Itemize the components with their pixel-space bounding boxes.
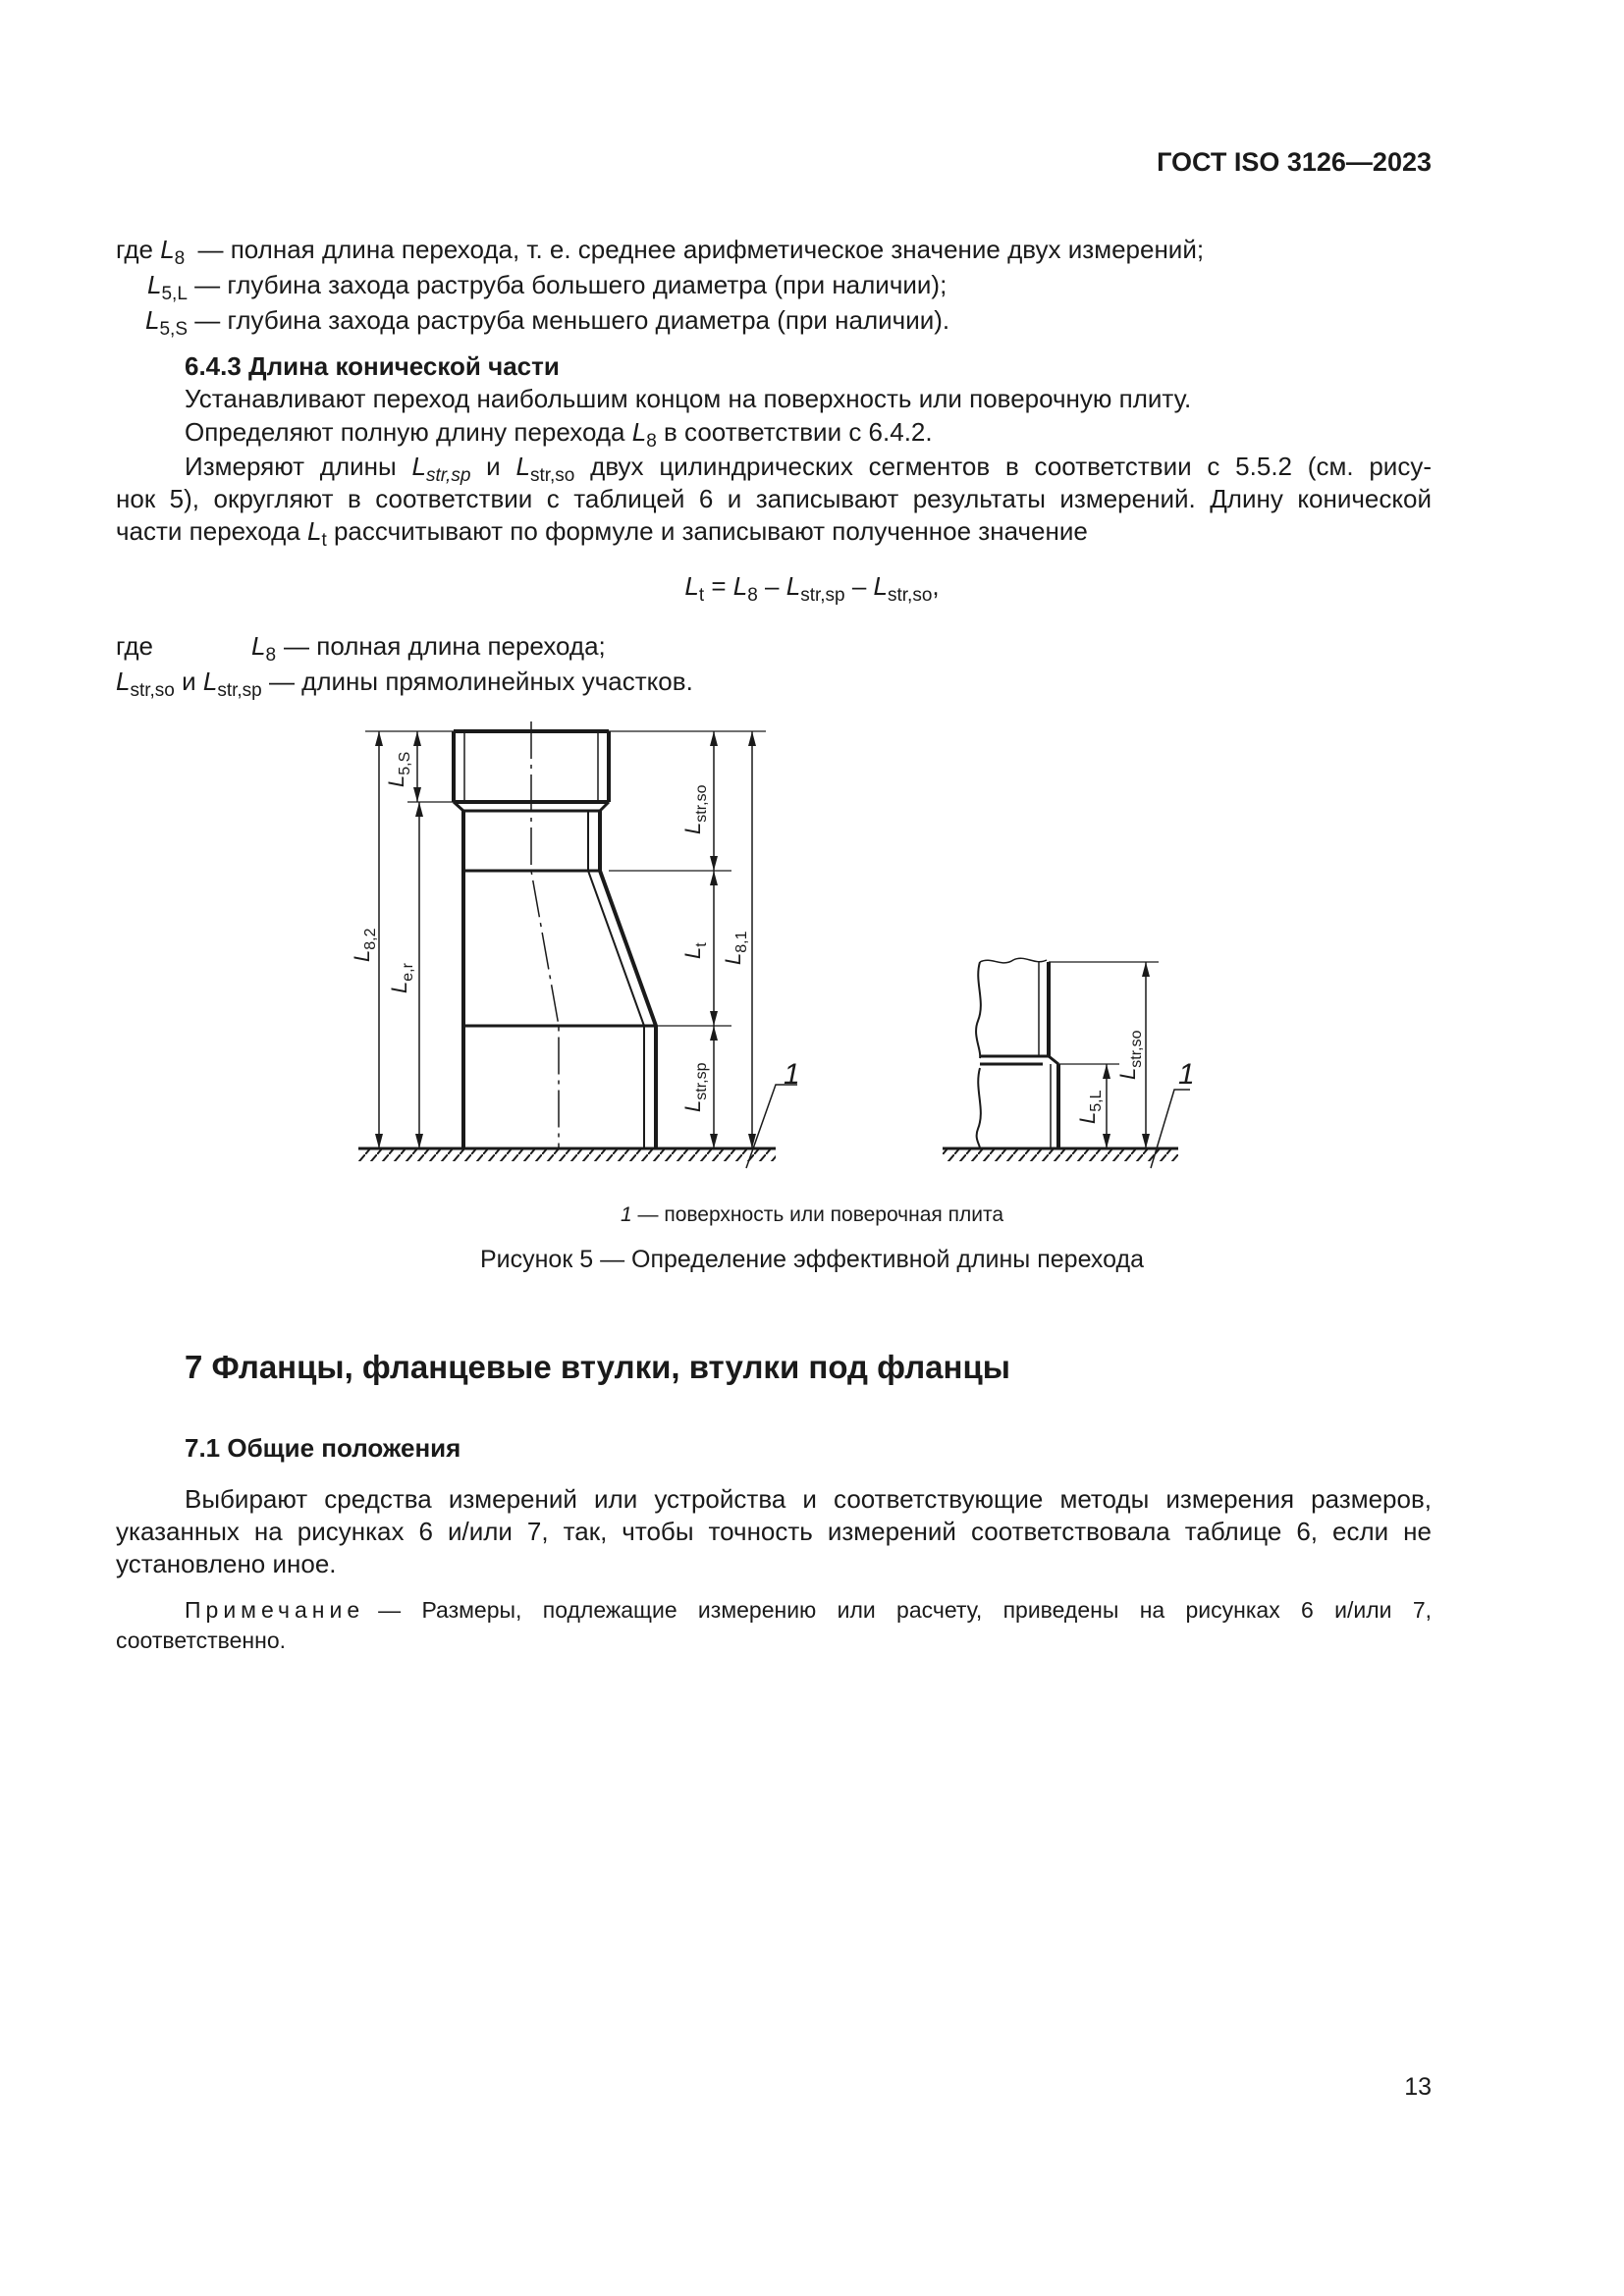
section-643-p3-line1: Измеряют длины $L_{str,sp}$ и $L_{str,so}$ двух цилиндрических сегментов в соответствии с 5.5.2 (см. рису-: [185, 452, 1432, 486]
page-number: 13: [1404, 2073, 1432, 2101]
symbol-l8: $L_8$: [160, 235, 186, 269]
section-643-p3-line3: части перехода $L_t$ рассчитывают по формуле и записывают полученное значение: [116, 516, 1088, 551]
l8-definition: — полная длина перехода, т. е. среднее арифметическое значение двух измерений;: [197, 235, 1205, 264]
label-lstrso-right: $L_{str,so}$: [1115, 1030, 1145, 1080]
section-71-p1-line2: указанных на рисунках 6 и/или 7, так, чтобы точность измерений соответствовала таблице 6, если не: [116, 1517, 1432, 1546]
label-l5s: $L_{5,S}$: [384, 751, 413, 787]
section-643-p3-line2: нок 5), округляют в соответствии с таблицей 6 и записывают результаты измерений. Длину конической: [116, 484, 1432, 513]
figure-caption: Рисунок 5 — Определение эффективной длины перехода: [479, 1246, 1144, 1273]
note-label: Примечание: [185, 1597, 365, 1623]
label-l81: $L_{8,1}$: [721, 931, 750, 965]
label-lstrsp: $L_{str,sp}$: [680, 1062, 710, 1112]
section-643-p1: Устанавливают переход наибольшим концом на поверхность или поверочную плиту.: [185, 384, 1192, 413]
label-lstrso-left: $L_{str,so}$: [680, 784, 710, 834]
formula-lt: $L_t = L_8 - L_{str,sp} - L_{str,so}$,: [684, 571, 940, 606]
note-line1: [185, 1594, 1432, 1626]
l5s-definition: — глубина захода раструба меньшего диаметра (при наличии).: [194, 305, 950, 335]
label-lt: $L_t$: [680, 942, 710, 959]
document-id-header: ГОСТ ISO 3126—2023: [1157, 147, 1432, 177]
l5l-definition: — глубина захода раструба большего диаметра (при наличии);: [194, 270, 947, 299]
def-l8-line: $L_8$ — полная длина перехода;: [251, 631, 606, 666]
section-71-p1-line3: установлено иное.: [116, 1549, 337, 1578]
section-71-p1-line1: Выбирают средства измерений или устройства и соответствующие методы измерения размеров,: [185, 1484, 1432, 1514]
label-ler: $L_{e,r}$: [387, 963, 416, 993]
callout-1-left: 1: [784, 1058, 800, 1091]
label-l5l: $L_{5,L}$: [1075, 1090, 1105, 1124]
legend-line-l5l: [147, 268, 947, 304]
callout-1-right: 1: [1178, 1058, 1195, 1091]
where-word: где: [116, 235, 153, 264]
note-text: — Размеры, подлежащие измерению или расчету, приведены на рисунках 6 и/или 7,: [378, 1597, 1432, 1623]
section-71-title: 7.1 Общие положения: [185, 1433, 461, 1463]
where-word-2: где: [116, 631, 153, 661]
label-l82: $L_{8,2}$: [350, 928, 379, 962]
def-lstr-line: $L_{str,so}$ и $L_{str,sp}$ — длины прямолинейных участков.: [116, 667, 693, 701]
figure-5-drawing: [334, 717, 1218, 1188]
right-detail-drawing: [943, 958, 1190, 1168]
left-reducer-drawing: [358, 721, 797, 1168]
legend-line-l8: [116, 233, 1205, 269]
figure-legend: 1 — поверхность или поверочная плита: [620, 1203, 1004, 1226]
legend-line-l5s: [145, 303, 950, 340]
symbol-l5l: $L_{5,L}$: [147, 270, 188, 304]
section-7-title: 7 Фланцы, фланцевые втулки, втулки под фланцы: [185, 1349, 1010, 1385]
section-643-p2: Определяют полную длину перехода $L_8$ в соответствии с 6.4.2.: [185, 417, 933, 452]
section-643-title: 6.4.3 Длина конической части: [185, 351, 560, 381]
note-line2: соответственно.: [116, 1628, 287, 1653]
symbol-l5s: $L_{5,S}$: [145, 305, 188, 340]
